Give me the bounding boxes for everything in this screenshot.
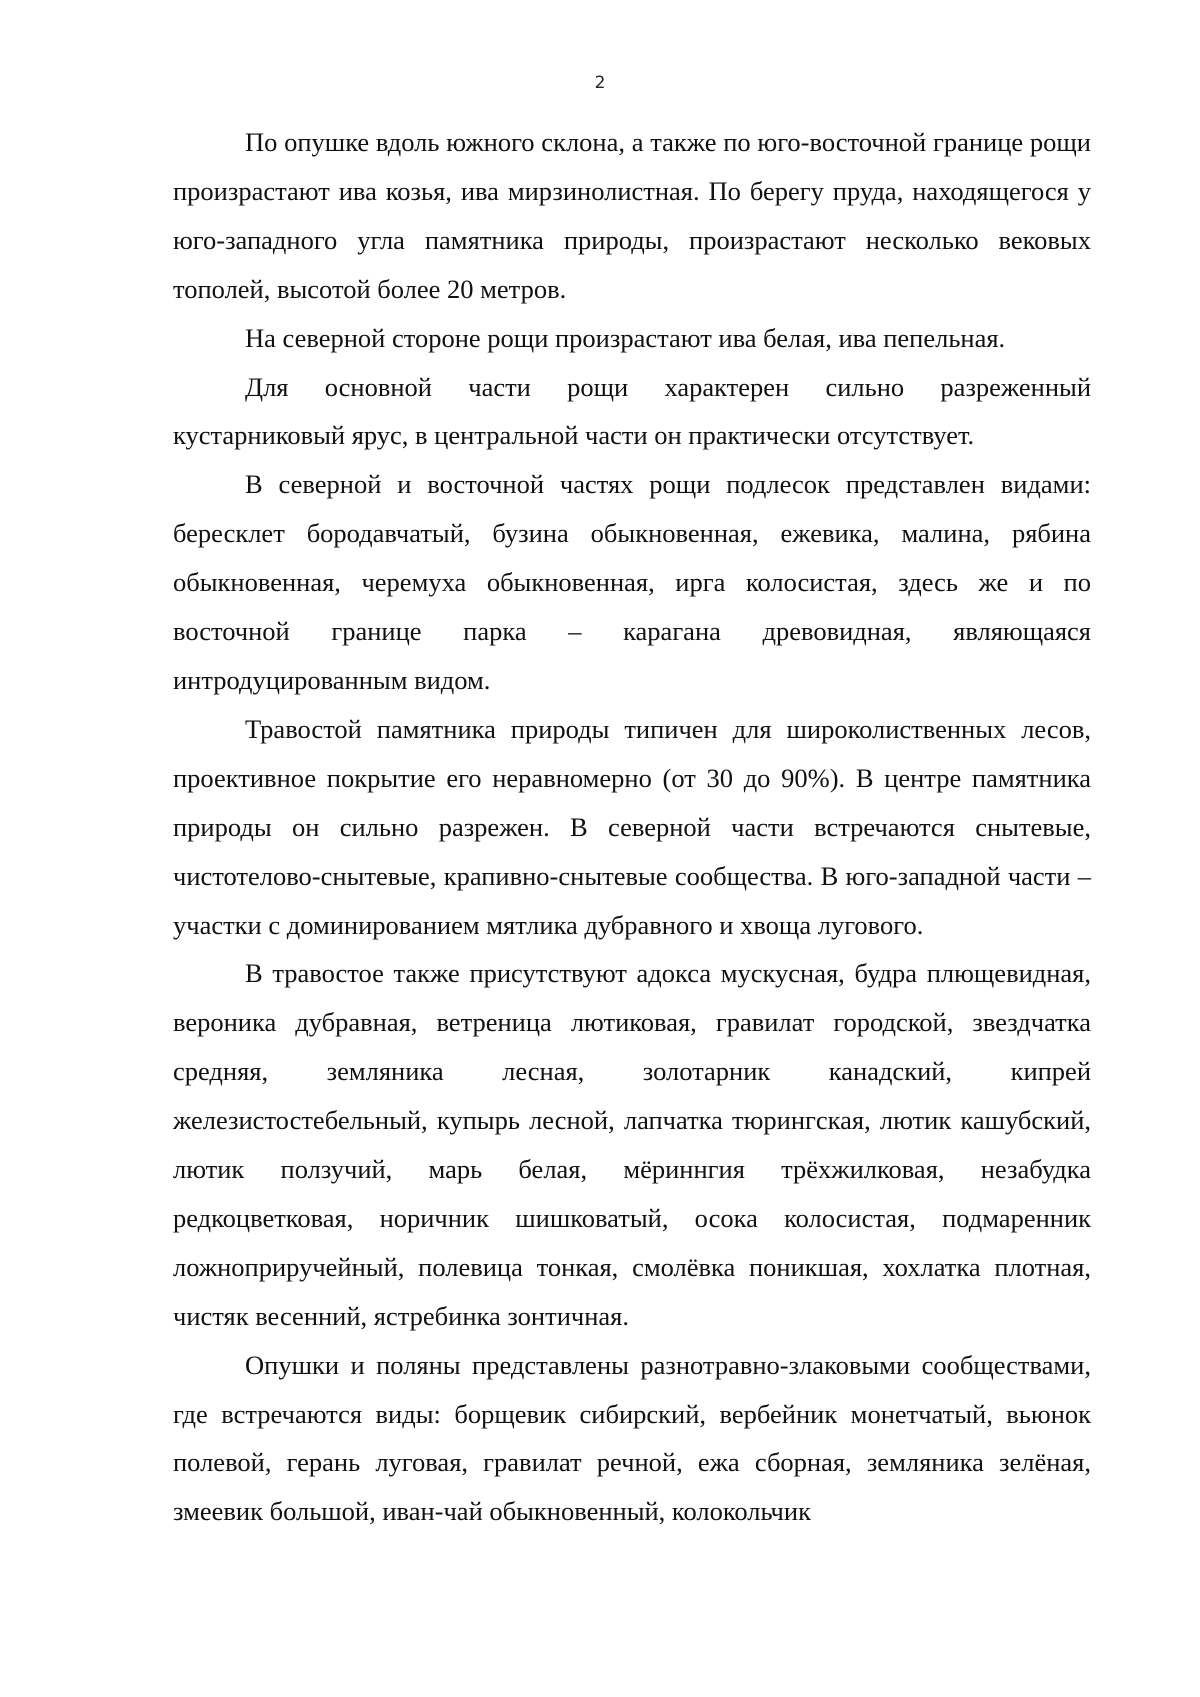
paragraph-herb-layer: Травостой памятника природы типичен для широколиственных лесов, проективное покрытие его неравномерно (от 30 до 90%). В центре памятника природы он сильно разрежен. В северной части встречаются снытевые, чистотелово-снытевые, крапивно-снытевые сообщества. В юго-западной части – участки с доминированием мятлика дубравного и хвоща лугового.	[173, 713, 1091, 940]
paragraph-shrub-layer: Для основной части рощи характерен сильно разреженный кустарниковый ярус, в центральной части он практически отсутствует.	[173, 371, 1091, 451]
paragraph-undergrowth: В северной и восточной частях рощи подлесок представлен видами: бересклет бородавчатый, бузина обыкновенная, ежевика, малина, рябина обыкновенная, черемуха обыкновенная, ирга колосистая, здесь же и по восточной границе парка – карагана древовидная, являющаяся интродуцированным видом.	[173, 469, 1091, 695]
paragraph-herb-species: В травостое также присутствуют адокса мускусная, будра плющевидная, вероника дубравная, ветреница лютиковая, гравилат городской, звездчатка средняя, земляника лесная, золотарник канадский, кипрей железистостебельный, купырь лесной, лапчатка тюрингская, лютик кашубский, лютик ползучий, марь белая, мёриннгия трёхжилковая, незабудка редкоцветковая, норичник шишковатый, осока колосистая, подмаренник ложноприручейный, полевица тонкая, смолёвка поникшая, хохлатка плотная, чистяк весенний, ястребинка зонтичная.	[173, 958, 1091, 1331]
page-number: 2	[594, 73, 606, 93]
paragraph-willows-south: По опушке вдоль южного склона, а также по юго-восточной границе рощи произрастают ива козья, ива мирзинолистная. По берегу пруда, находящегося у юго-западного угла памятника природы, произрастают несколько вековых тополей, высотой более 20 метров.	[173, 127, 1091, 304]
paragraph-willows-north: На северной стороне рощи произрастают ива белая, ива пепельная.	[245, 322, 1006, 353]
document-body	[173, 118, 1091, 1536]
paragraph-edges-glades: Опушки и поляны представлены разнотравно-злаковыми сообществами, где встречаются виды: борщевик сибирский, вербейник монетчатый, вьюнок полевой, герань луговая, гравилат речной, ежа сборная, земляника зелёная, змеевик большой, иван-чай обыкновенный, колокольчик	[173, 1349, 1091, 1527]
